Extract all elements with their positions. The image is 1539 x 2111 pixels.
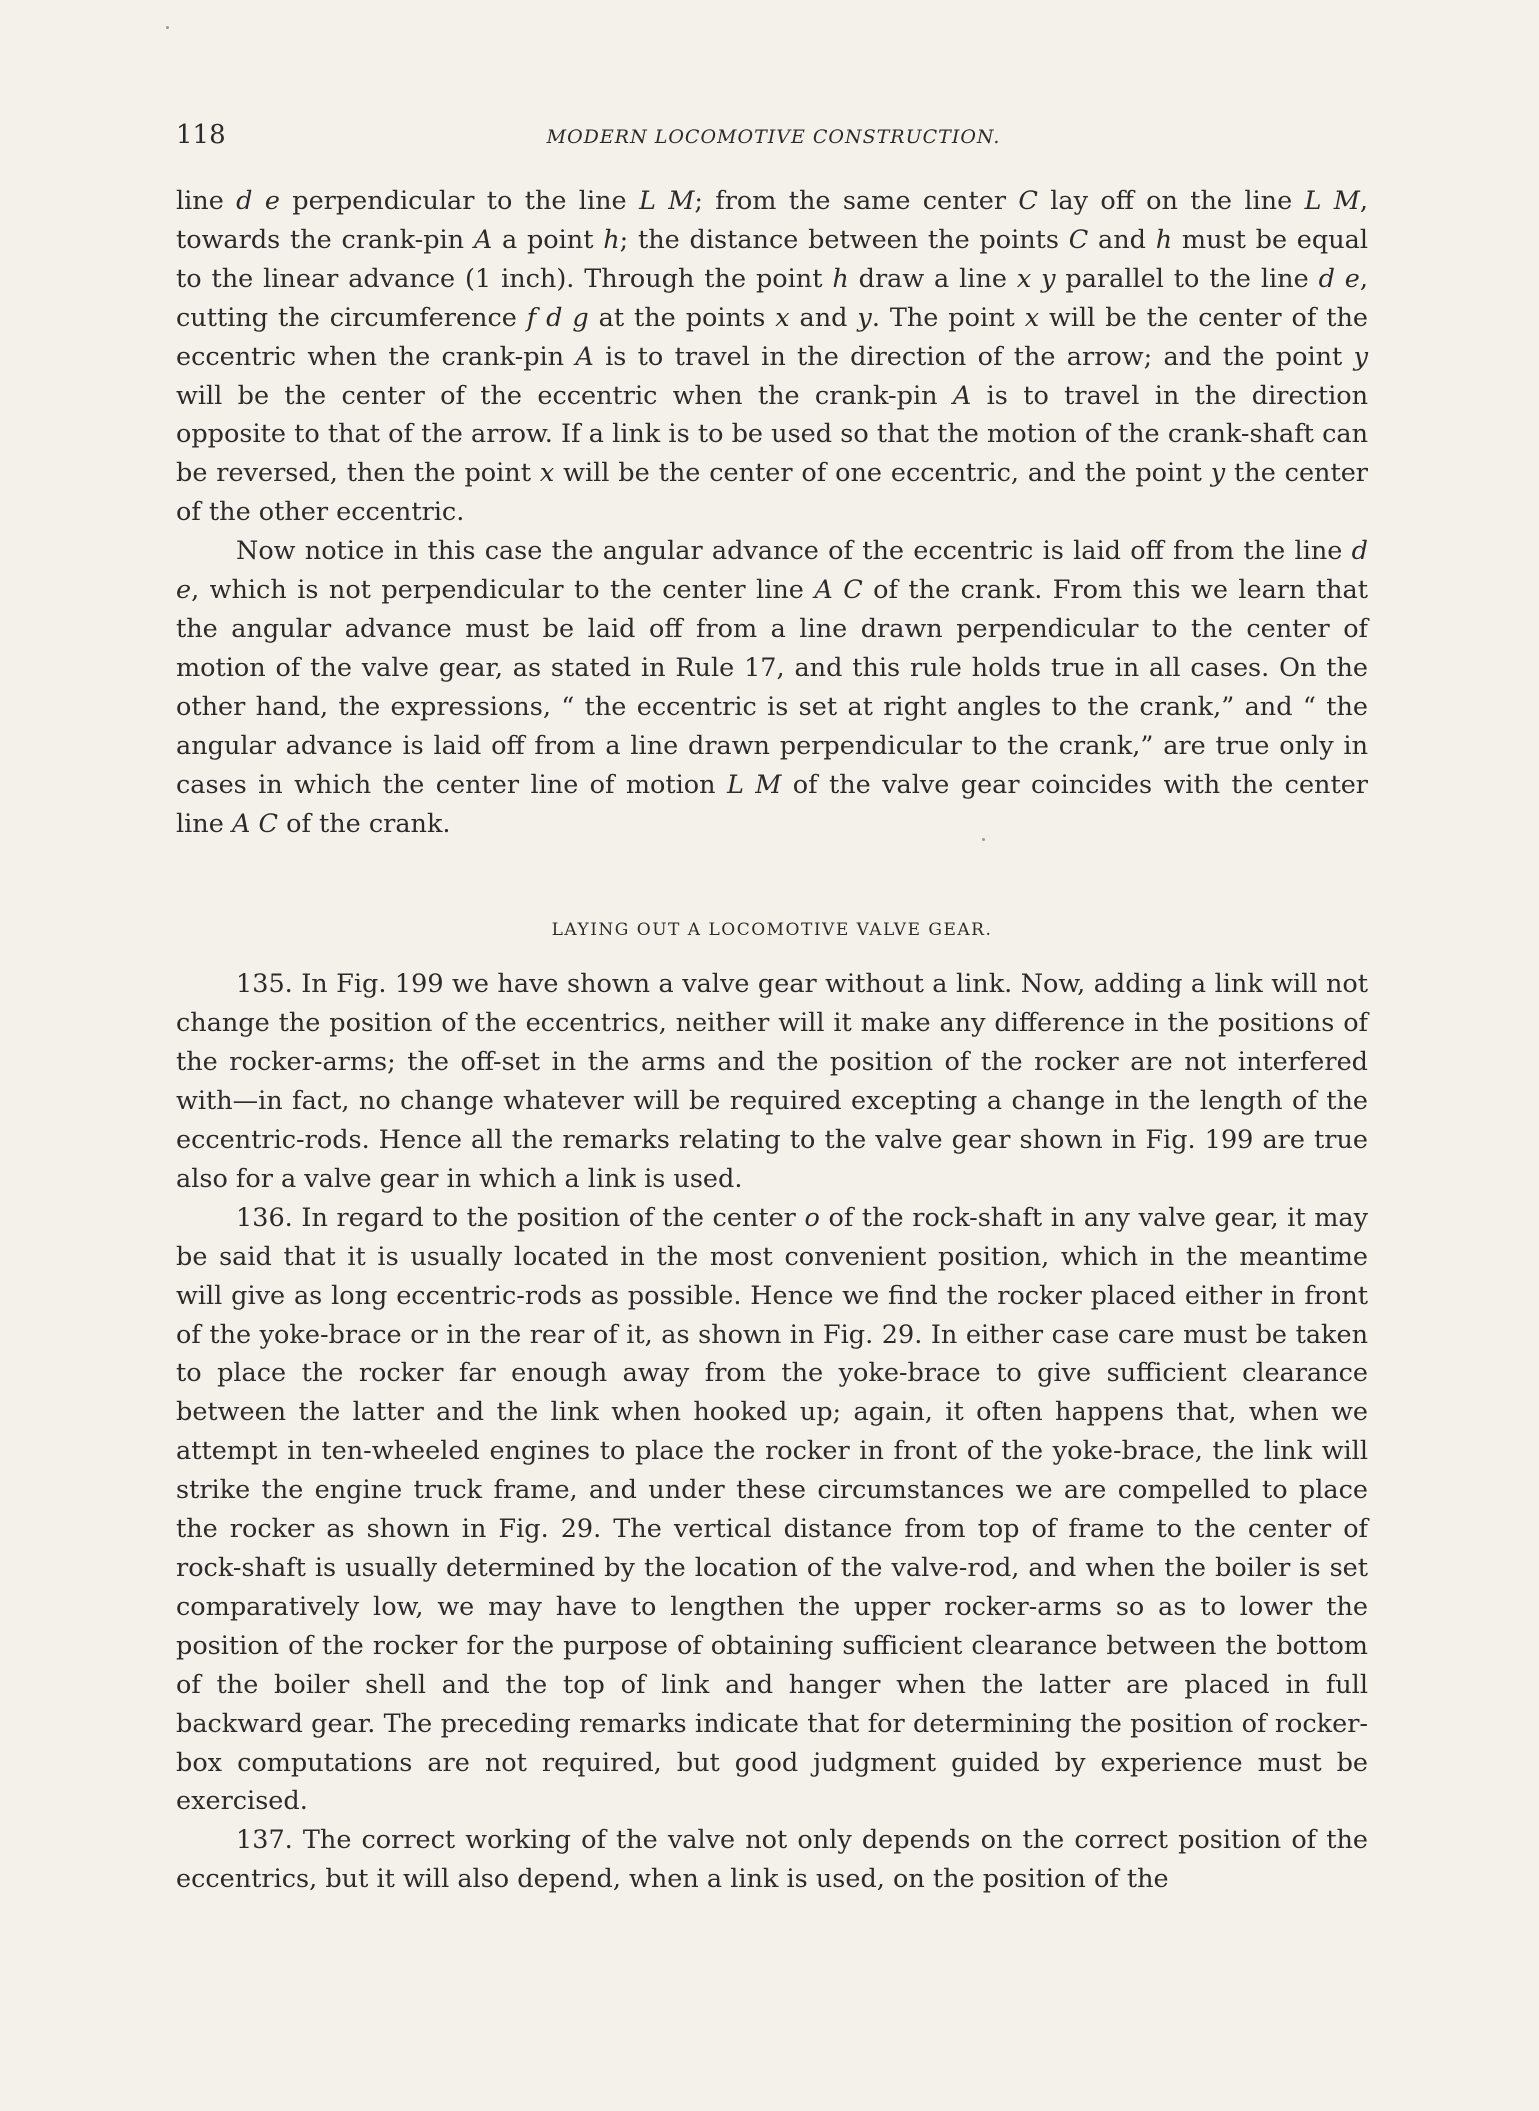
running-head (176, 120, 1371, 160)
paragraph-135: 135. In Fig. 199 we have shown a valve gear without a link. Now, adding a link will not change the position of the eccentrics, neither will it make any difference in the positions of the rocker-arms; the off-set in the arms and the position of the rocker are not interfered with—in fact, no change whatever will be required excepting a change in the length of the eccentric-rods. Hence all the remarks relating to the valve gear shown in Fig. 199 are true also for a valve gear in which a link is used. (176, 969, 1368, 1194)
body-text (176, 182, 1368, 1899)
page-number: 118 (176, 120, 226, 150)
paragraph-continued: line d e perpendicular to the line L M; from the same center C lay off on the line L M, towards the crank-pin A a point h; the distance between the points C and h must be equal to the linear advance (1 inch). Through the point h draw a line x y parallel to the line d e, cutting the circumference f d g at the points x and y. The point x will be the center of the eccentric when the crank-pin A is to travel in the direction of the arrow; and the point y will be the center of the eccentric when the crank-pin A is to travel in the direction opposite to that of the arrow. If a link is to be used so that the motion of the crank-shaft can be reversed, then the point x will be the center of one eccentric, and the point y the center of the other eccentric. (176, 186, 1369, 528)
section-heading: LAYING OUT A LOCOMOTIVE VALVE GEAR. (551, 920, 993, 941)
paragraph-137: 137. The correct working of the valve not only depends on the correct position of the eccentrics, but it will also depend, when a link is used, on the position of the (176, 1825, 1368, 1895)
running-title: MODERN LOCOMOTIVE CONSTRUCTION. (546, 126, 1001, 148)
paragraph-136: 136. In regard to the position of the center o of the rock-shaft in any valve gear, it may be said that it is usually located in the most convenient position, which in the meantime will give as long eccentric-rods as possible. Hence we find the rocker placed either in front of the yoke-brace or in the rear of it, as shown in Fig. 29. In either case care must be taken to place the rocker far enough away from the yoke-brace to give sufficient clearance between the latter and the link when hooked up; again, it often happens that, when we attempt in ten-wheeled engines to place the rocker in front of the yoke-brace, the link will strike the engine truck frame, and under these circumstances we are compelled to place the rocker as shown in Fig. 29. The vertical distance from top of frame to the center of rock-shaft is usually determined by the location of the valve-rod, and when the boiler is set comparatively low, we may have to lengthen the upper rocker-arms so as to lower the position of the rocker for the purpose of obtaining sufficient clearance between the bottom of the boiler shell and the top of link and hanger when the latter are placed in full backward gear. The preceding remarks indicate that for determining the position of rocker-box computations are not required, but good judgment guided by experience must be exercised. (176, 1202, 1368, 1817)
paragraph-angular-advance: Now notice in this case the angular advance of the eccentric is laid off from the line d e, which is not perpendicular to the center line A C of the crank. From this we learn that the angular advance must be laid off from a line drawn perpendicular to the center of motion of the valve gear, as stated in Rule 17, and this rule holds true in all cases. On the other hand, the expressions, “ the eccentric is set at right angles to the crank,” and “ the angular advance is laid off from a line drawn perpendicular to the crank,” are true only in cases in which the center line of motion L M of the valve gear coincides with the center line A C of the crank. (176, 536, 1368, 839)
paper-speck (166, 26, 169, 29)
